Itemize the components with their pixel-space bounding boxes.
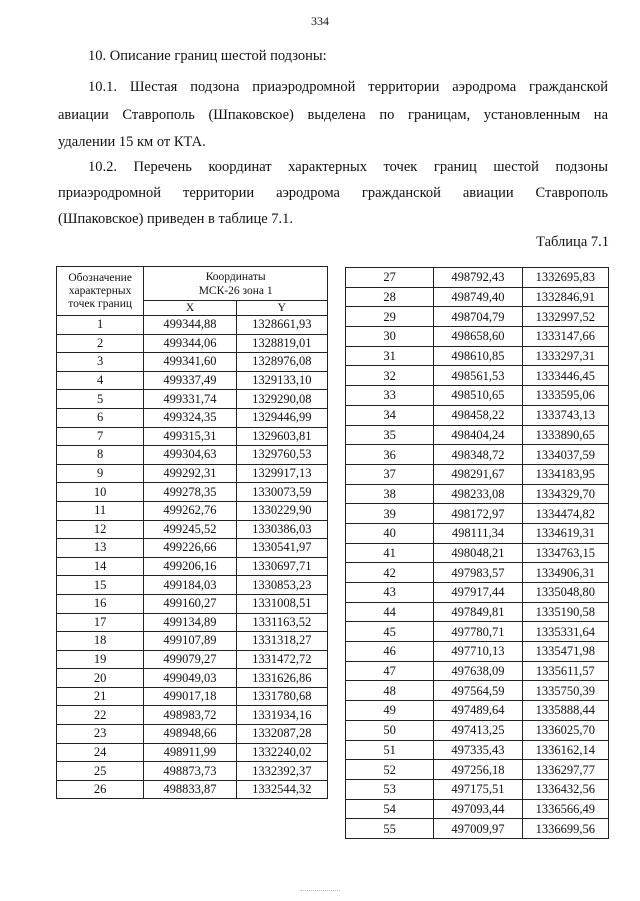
point-number: 51 — [346, 740, 434, 760]
point-number: 22 — [57, 706, 144, 725]
header-point-line-1: Обозначение — [68, 271, 132, 284]
y-coordinate: 1330853,23 — [236, 576, 327, 595]
table-row — [57, 427, 328, 446]
paragraph-10-1-line-2: авиации Ставрополь (Шпаковское) выделена по границам, установленным на — [58, 107, 608, 123]
point-number: 35 — [346, 425, 434, 445]
paragraph-10-2-line-2: приаэродромной территории аэродрома гражданской авиации Ставрополь — [58, 185, 608, 201]
point-number: 48 — [346, 681, 434, 701]
table-row — [346, 464, 609, 484]
x-coordinate: 498792,43 — [434, 268, 522, 288]
point-number: 54 — [346, 799, 434, 819]
coordinates-table-left — [56, 266, 328, 799]
table-row — [346, 386, 609, 406]
table-row — [57, 483, 328, 502]
point-number: 7 — [57, 427, 144, 446]
table-row — [57, 706, 328, 725]
table-row — [346, 701, 609, 721]
point-number: 24 — [57, 743, 144, 762]
table-row — [57, 353, 328, 372]
point-number: 39 — [346, 504, 434, 524]
point-number: 9 — [57, 464, 144, 483]
table-row — [346, 661, 609, 681]
point-number: 20 — [57, 669, 144, 688]
table-row — [346, 287, 609, 307]
point-number: 6 — [57, 408, 144, 427]
point-number: 52 — [346, 760, 434, 780]
table-caption: Таблица 7.1 — [536, 234, 609, 250]
table-row — [346, 740, 609, 760]
footer-mark — [300, 890, 340, 895]
table-row — [57, 520, 328, 539]
table-row — [346, 720, 609, 740]
point-number: 23 — [57, 725, 144, 744]
y-coordinate: 1331934,16 — [236, 706, 327, 725]
x-coordinate: 497983,57 — [434, 563, 522, 583]
y-coordinate: 1335611,57 — [522, 661, 608, 681]
point-number: 55 — [346, 819, 434, 839]
table-row — [57, 725, 328, 744]
header-x: X — [144, 301, 236, 316]
x-coordinate: 499324,35 — [144, 408, 236, 427]
left-table-body — [57, 316, 328, 799]
y-coordinate: 1335750,39 — [522, 681, 608, 701]
x-coordinate: 498291,67 — [434, 464, 522, 484]
y-coordinate: 1333297,31 — [522, 346, 608, 366]
table-row — [57, 687, 328, 706]
x-coordinate: 498873,73 — [144, 762, 236, 781]
table-row — [346, 366, 609, 386]
x-coordinate: 498404,24 — [434, 425, 522, 445]
paragraph-10-2-line-1: 10.2. Перечень координат характерных точек границ шестой подзоны — [88, 159, 608, 175]
point-number: 21 — [57, 687, 144, 706]
x-coordinate: 498658,60 — [434, 327, 522, 347]
y-coordinate: 1330386,03 — [236, 520, 327, 539]
y-coordinate: 1333743,13 — [522, 405, 608, 425]
point-number: 45 — [346, 622, 434, 642]
point-number: 12 — [57, 520, 144, 539]
table-row — [57, 650, 328, 669]
x-coordinate: 499134,89 — [144, 613, 236, 632]
x-coordinate: 499337,49 — [144, 371, 236, 390]
point-number: 38 — [346, 484, 434, 504]
y-coordinate: 1328976,08 — [236, 353, 327, 372]
x-coordinate: 498610,85 — [434, 346, 522, 366]
y-coordinate: 1328661,93 — [236, 316, 327, 335]
x-coordinate: 499292,31 — [144, 464, 236, 483]
point-number: 42 — [346, 563, 434, 583]
paragraph-10-1-line-1: 10.1. Шестая подзона приаэродромной территории аэродрома гражданской — [88, 79, 608, 95]
y-coordinate: 1332240,02 — [236, 743, 327, 762]
point-number: 46 — [346, 642, 434, 662]
y-coordinate: 1329446,99 — [236, 408, 327, 427]
y-coordinate: 1331472,72 — [236, 650, 327, 669]
point-number: 25 — [57, 762, 144, 781]
x-coordinate: 499344,88 — [144, 316, 236, 335]
point-number: 28 — [346, 287, 434, 307]
x-coordinate: 499245,52 — [144, 520, 236, 539]
coordinates-table-right — [345, 267, 609, 839]
x-coordinate: 498983,72 — [144, 706, 236, 725]
x-coordinate: 499184,03 — [144, 576, 236, 595]
x-coordinate: 497093,44 — [434, 799, 522, 819]
point-number: 44 — [346, 602, 434, 622]
y-coordinate: 1336162,14 — [522, 740, 608, 760]
y-coordinate: 1335331,64 — [522, 622, 608, 642]
header-coordinate-system: МСК-26 зона 1 — [144, 284, 328, 301]
point-number: 17 — [57, 613, 144, 632]
point-number: 2 — [57, 334, 144, 353]
x-coordinate: 498111,34 — [434, 523, 522, 543]
x-coordinate: 499017,18 — [144, 687, 236, 706]
x-coordinate: 498348,72 — [434, 445, 522, 465]
x-coordinate: 497710,13 — [434, 642, 522, 662]
table-row — [346, 307, 609, 327]
y-coordinate: 1331626,86 — [236, 669, 327, 688]
point-number: 31 — [346, 346, 434, 366]
right-table-body — [346, 268, 609, 839]
table-row — [346, 445, 609, 465]
point-number: 15 — [57, 576, 144, 595]
point-number: 11 — [57, 501, 144, 520]
header-point-designation — [57, 267, 144, 316]
y-coordinate: 1329290,08 — [236, 390, 327, 409]
y-coordinate: 1329603,81 — [236, 427, 327, 446]
y-coordinate: 1329133,10 — [236, 371, 327, 390]
point-number: 4 — [57, 371, 144, 390]
y-coordinate: 1334763,15 — [522, 543, 608, 563]
y-coordinate: 1334906,31 — [522, 563, 608, 583]
point-number: 5 — [57, 390, 144, 409]
point-number: 3 — [57, 353, 144, 372]
table-row — [346, 405, 609, 425]
point-number: 47 — [346, 661, 434, 681]
y-coordinate: 1332087,28 — [236, 725, 327, 744]
y-coordinate: 1336297,77 — [522, 760, 608, 780]
y-coordinate: 1330697,71 — [236, 557, 327, 576]
table-row — [57, 780, 328, 799]
x-coordinate: 499160,27 — [144, 594, 236, 613]
page-number: 334 — [311, 14, 329, 28]
x-coordinate: 499079,27 — [144, 650, 236, 669]
x-coordinate: 499344,06 — [144, 334, 236, 353]
table-row — [346, 583, 609, 603]
point-number: 13 — [57, 539, 144, 558]
y-coordinate: 1336699,56 — [522, 819, 608, 839]
y-coordinate: 1332392,37 — [236, 762, 327, 781]
y-coordinate: 1329760,53 — [236, 446, 327, 465]
y-coordinate: 1332997,52 — [522, 307, 608, 327]
point-number: 26 — [57, 780, 144, 799]
x-coordinate: 499315,31 — [144, 427, 236, 446]
table-row — [346, 484, 609, 504]
table-row — [57, 390, 328, 409]
y-coordinate: 1334329,70 — [522, 484, 608, 504]
table-row — [346, 760, 609, 780]
point-number: 33 — [346, 386, 434, 406]
x-coordinate: 499331,74 — [144, 390, 236, 409]
table-row — [346, 543, 609, 563]
table-row — [57, 464, 328, 483]
y-coordinate: 1332846,91 — [522, 287, 608, 307]
paragraph-10-1-line-3: удалении 15 км от КТА. — [58, 134, 206, 150]
y-coordinate: 1334474,82 — [522, 504, 608, 524]
y-coordinate: 1335888,44 — [522, 701, 608, 721]
point-number: 53 — [346, 779, 434, 799]
x-coordinate: 499049,03 — [144, 669, 236, 688]
x-coordinate: 498048,21 — [434, 543, 522, 563]
table-row — [57, 594, 328, 613]
paragraph-10-2-line-3: (Шпаковское) приведен в таблице 7.1. — [58, 211, 294, 227]
x-coordinate: 498704,79 — [434, 307, 522, 327]
table-row — [57, 613, 328, 632]
x-coordinate: 499304,63 — [144, 446, 236, 465]
table-row — [57, 334, 328, 353]
point-number: 19 — [57, 650, 144, 669]
table-row — [346, 425, 609, 445]
point-number: 29 — [346, 307, 434, 327]
section-heading — [58, 44, 608, 69]
table-row — [346, 642, 609, 662]
table-row — [57, 669, 328, 688]
point-number: 36 — [346, 445, 434, 465]
y-coordinate: 1333890,65 — [522, 425, 608, 445]
header-point-line-3: точек границ — [68, 297, 133, 310]
y-coordinate: 1330073,59 — [236, 483, 327, 502]
x-coordinate: 498749,40 — [434, 287, 522, 307]
point-number: 27 — [346, 268, 434, 288]
x-coordinate: 499278,35 — [144, 483, 236, 502]
table-row — [57, 743, 328, 762]
y-coordinate: 1331163,52 — [236, 613, 327, 632]
table-row — [346, 563, 609, 583]
y-coordinate: 1334037,59 — [522, 445, 608, 465]
table-row — [346, 622, 609, 642]
y-coordinate: 1334183,95 — [522, 464, 608, 484]
point-number: 37 — [346, 464, 434, 484]
table-row — [57, 539, 328, 558]
x-coordinate: 497638,09 — [434, 661, 522, 681]
section-heading-text: 10. Описание границ шестой подзоны: — [88, 48, 327, 64]
table-row — [57, 632, 328, 651]
x-coordinate: 499206,16 — [144, 557, 236, 576]
x-coordinate: 498172,97 — [434, 504, 522, 524]
point-number: 14 — [57, 557, 144, 576]
y-coordinate: 1329917,13 — [236, 464, 327, 483]
x-coordinate: 497009,97 — [434, 819, 522, 839]
y-coordinate: 1333446,45 — [522, 366, 608, 386]
x-coordinate: 497335,43 — [434, 740, 522, 760]
header-point-line-2: характерных — [68, 284, 132, 297]
point-number: 40 — [346, 523, 434, 543]
x-coordinate: 498833,87 — [144, 780, 236, 799]
table-row — [346, 799, 609, 819]
table-row — [346, 819, 609, 839]
x-coordinate: 498458,22 — [434, 405, 522, 425]
table-row — [346, 327, 609, 347]
x-coordinate: 498948,66 — [144, 725, 236, 744]
y-coordinate: 1332695,83 — [522, 268, 608, 288]
x-coordinate: 497413,25 — [434, 720, 522, 740]
x-coordinate: 499341,60 — [144, 353, 236, 372]
y-coordinate: 1332544,32 — [236, 780, 327, 799]
x-coordinate: 499107,89 — [144, 632, 236, 651]
x-coordinate: 497256,18 — [434, 760, 522, 780]
y-coordinate: 1335190,58 — [522, 602, 608, 622]
x-coordinate: 499226,66 — [144, 539, 236, 558]
y-coordinate: 1333147,66 — [522, 327, 608, 347]
point-number: 18 — [57, 632, 144, 651]
x-coordinate: 497917,44 — [434, 583, 522, 603]
table-row — [346, 779, 609, 799]
table-row — [57, 576, 328, 595]
table-row — [346, 523, 609, 543]
x-coordinate: 497489,64 — [434, 701, 522, 721]
header-coordinates: Координаты — [144, 267, 328, 285]
table-row — [57, 557, 328, 576]
x-coordinate: 497849,81 — [434, 602, 522, 622]
table-row — [346, 681, 609, 701]
y-coordinate: 1335048,80 — [522, 583, 608, 603]
table-row — [346, 346, 609, 366]
table-row — [57, 408, 328, 427]
x-coordinate: 497175,51 — [434, 779, 522, 799]
point-number: 16 — [57, 594, 144, 613]
point-number: 43 — [346, 583, 434, 603]
table-row — [57, 446, 328, 465]
x-coordinate: 499262,76 — [144, 501, 236, 520]
x-coordinate: 497780,71 — [434, 622, 522, 642]
x-coordinate: 498911,99 — [144, 743, 236, 762]
x-coordinate: 498233,08 — [434, 484, 522, 504]
x-coordinate: 498561,53 — [434, 366, 522, 386]
y-coordinate: 1334619,31 — [522, 523, 608, 543]
y-coordinate: 1330541,97 — [236, 539, 327, 558]
y-coordinate: 1336025,70 — [522, 720, 608, 740]
y-coordinate: 1330229,90 — [236, 501, 327, 520]
x-coordinate: 497564,59 — [434, 681, 522, 701]
y-coordinate: 1333595,06 — [522, 386, 608, 406]
y-coordinate: 1336566,49 — [522, 799, 608, 819]
table-row — [346, 504, 609, 524]
header-y: Y — [236, 301, 327, 316]
point-number: 8 — [57, 446, 144, 465]
y-coordinate: 1336432,56 — [522, 779, 608, 799]
y-coordinate: 1328819,01 — [236, 334, 327, 353]
y-coordinate: 1331780,68 — [236, 687, 327, 706]
y-coordinate: 1335471,98 — [522, 642, 608, 662]
table-row — [57, 371, 328, 390]
table-row — [57, 762, 328, 781]
point-number: 34 — [346, 405, 434, 425]
point-number: 30 — [346, 327, 434, 347]
y-coordinate: 1331318,27 — [236, 632, 327, 651]
y-coordinate: 1331008,51 — [236, 594, 327, 613]
table-row — [57, 501, 328, 520]
point-number: 1 — [57, 316, 144, 335]
table-row — [346, 268, 609, 288]
table-row — [346, 602, 609, 622]
point-number: 32 — [346, 366, 434, 386]
point-number: 50 — [346, 720, 434, 740]
x-coordinate: 498510,65 — [434, 386, 522, 406]
point-number: 49 — [346, 701, 434, 721]
point-number: 10 — [57, 483, 144, 502]
table-row — [57, 316, 328, 335]
point-number: 41 — [346, 543, 434, 563]
